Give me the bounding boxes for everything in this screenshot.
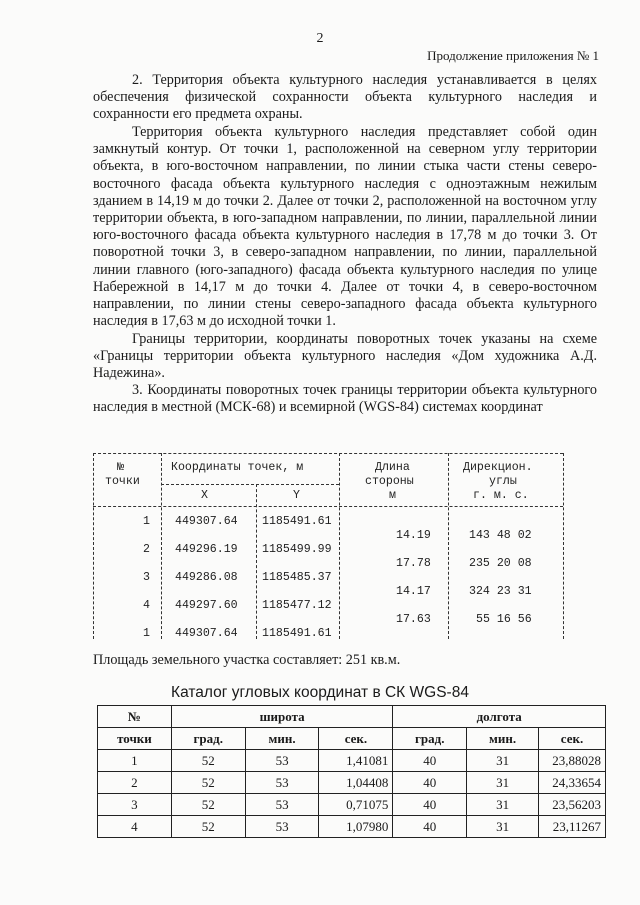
table-row xyxy=(98,750,606,772)
point-number: 4 xyxy=(143,599,150,612)
wgs-header-lat-deg: град. xyxy=(171,728,245,750)
segment-length: 14.19 xyxy=(396,529,431,542)
cell-lat-deg: 52 xyxy=(171,750,245,772)
cell-lon-deg: 40 xyxy=(393,794,467,816)
cell-lon-min: 31 xyxy=(467,772,539,794)
cell-lat-deg: 52 xyxy=(171,794,245,816)
header-point: точки xyxy=(105,475,140,488)
segment-direction: 324 23 31 xyxy=(469,585,532,598)
msk-coordinates-table xyxy=(93,447,568,647)
cell-lat-min: 53 xyxy=(245,750,319,772)
paragraph-coordinates-intro: 3. Координаты поворотных точек границы территории объекта культурного наследия в местной (МСК-68) и всемирной (WGS-84) системах координат xyxy=(93,382,597,416)
cell-lat-sec: 1,04408 xyxy=(319,772,393,794)
segment-direction: 143 48 02 xyxy=(469,529,532,542)
cell-lon-min: 31 xyxy=(467,816,539,838)
cell-lon-sec: 23,88028 xyxy=(539,750,606,772)
header-angles: углы xyxy=(489,475,517,488)
point-y: 1185485.37 xyxy=(262,571,332,584)
header-direction: Дирекцион. xyxy=(463,461,533,474)
cell-point: 1 xyxy=(98,750,172,772)
header-y: Y xyxy=(293,489,300,502)
cell-point: 3 xyxy=(98,794,172,816)
segment-length: 17.63 xyxy=(396,613,431,626)
point-x: 449297.60 xyxy=(175,599,238,612)
point-x: 449286.08 xyxy=(175,571,238,584)
header-num: № xyxy=(117,461,124,474)
page-number: 2 xyxy=(316,31,324,46)
point-y: 1185491.61 xyxy=(262,515,332,528)
wgs-header-lon-min: мин. xyxy=(467,728,539,750)
cell-lat-deg: 52 xyxy=(171,816,245,838)
header-x: X xyxy=(201,489,208,502)
cell-point: 2 xyxy=(98,772,172,794)
cell-lon-sec: 23,56203 xyxy=(539,794,606,816)
continuation-label: Продолжение приложения № 1 xyxy=(427,48,599,63)
cell-lon-sec: 24,33654 xyxy=(539,772,606,794)
header-side: стороны xyxy=(365,475,414,488)
paragraph-territory-purpose: 2. Территория объекта культурного наследия устанавливается в целях обеспечения физической сохранности объекта культурного наследия и сохранности его предмета охраны. xyxy=(93,72,597,123)
wgs-header-longitude: долгота xyxy=(393,706,606,728)
point-x: 449307.64 xyxy=(175,515,238,528)
wgs-header-lon-deg: град. xyxy=(393,728,467,750)
point-y: 1185499.99 xyxy=(262,543,332,556)
segment-direction: 55 16 56 xyxy=(476,613,532,626)
cell-lat-sec: 1,07980 xyxy=(319,816,393,838)
wgs-catalog-title: Каталог угловых координат в СК WGS-84 xyxy=(171,684,469,701)
cell-lat-min: 53 xyxy=(245,816,319,838)
cell-lon-min: 31 xyxy=(467,794,539,816)
table-row xyxy=(98,816,606,838)
point-x: 449307.64 xyxy=(175,627,238,640)
wgs-header-num: № xyxy=(98,706,172,728)
cell-lon-deg: 40 xyxy=(393,750,467,772)
wgs-header-lat-sec: сек. xyxy=(319,728,393,750)
wgs-header-point: точки xyxy=(98,728,172,750)
wgs-header-lon-sec: сек. xyxy=(539,728,606,750)
paragraph-boundaries-scheme: Границы территории, координаты поворотных точек указаны на схеме «Границы территории объекта культурного наследия «Дом художника А.Д. Надежина». xyxy=(93,331,597,382)
cell-lon-sec: 23,11267 xyxy=(539,816,606,838)
segment-direction: 235 20 08 xyxy=(469,557,532,570)
cell-lat-deg: 52 xyxy=(171,772,245,794)
cell-lon-min: 31 xyxy=(467,750,539,772)
cell-lat-sec: 1,41081 xyxy=(319,750,393,772)
cell-lat-min: 53 xyxy=(245,772,319,794)
wgs-header-lat-min: мин. xyxy=(245,728,319,750)
wgs-coordinates-table xyxy=(97,705,606,838)
point-number: 2 xyxy=(143,543,150,556)
cell-lat-sec: 0,71075 xyxy=(319,794,393,816)
point-number: 1 xyxy=(143,627,150,640)
header-gms: г. м. с. xyxy=(473,489,529,502)
point-y: 1185477.12 xyxy=(262,599,332,612)
cell-lon-deg: 40 xyxy=(393,772,467,794)
land-area: Площадь земельного участка составляет: 251 кв.м. xyxy=(93,652,401,668)
table-row xyxy=(98,772,606,794)
header-length: Длина xyxy=(375,461,410,474)
cell-lat-min: 53 xyxy=(245,794,319,816)
segment-length: 14.17 xyxy=(396,585,431,598)
cell-point: 4 xyxy=(98,816,172,838)
header-meters: м xyxy=(389,489,396,502)
point-x: 449296.19 xyxy=(175,543,238,556)
paragraph-territory-contour: Территория объекта культурного наследия представляет собой один замкнутый контур. От точки 1, расположенной на северном углу территории объекта, в юго-восточном направлении, по линии стыка части стены северо-восточного фасада объекта культурного наследия с одноэтажным нежилым зданием в 14,19 м до точки 2. Далее от точки 2, расположенной на восточном углу территории объекта, в юго-западном направлении, по линии, параллельной линии юго-восточного фасада объекта культурного наследия в 17,78 м до точки 3. От поворотной точки 3, в северо-западном направлении, по линии, параллельной линии главного (юго-западного) фасада объекта культурного наследия по улице Набережной в 14,17 м до точки 4. Далее от точки 4, в северо-восточном направлении, по линии стены северо-западного фасада объекта культурного наследия в 17,63 м до исходной точки 1. xyxy=(93,124,597,330)
wgs-header-latitude: широта xyxy=(171,706,393,728)
point-y: 1185491.61 xyxy=(262,627,332,640)
point-number: 1 xyxy=(143,515,150,528)
segment-length: 17.78 xyxy=(396,557,431,570)
cell-lon-deg: 40 xyxy=(393,816,467,838)
header-coords: Координаты точек, м xyxy=(171,461,304,474)
table-row xyxy=(98,794,606,816)
point-number: 3 xyxy=(143,571,150,584)
